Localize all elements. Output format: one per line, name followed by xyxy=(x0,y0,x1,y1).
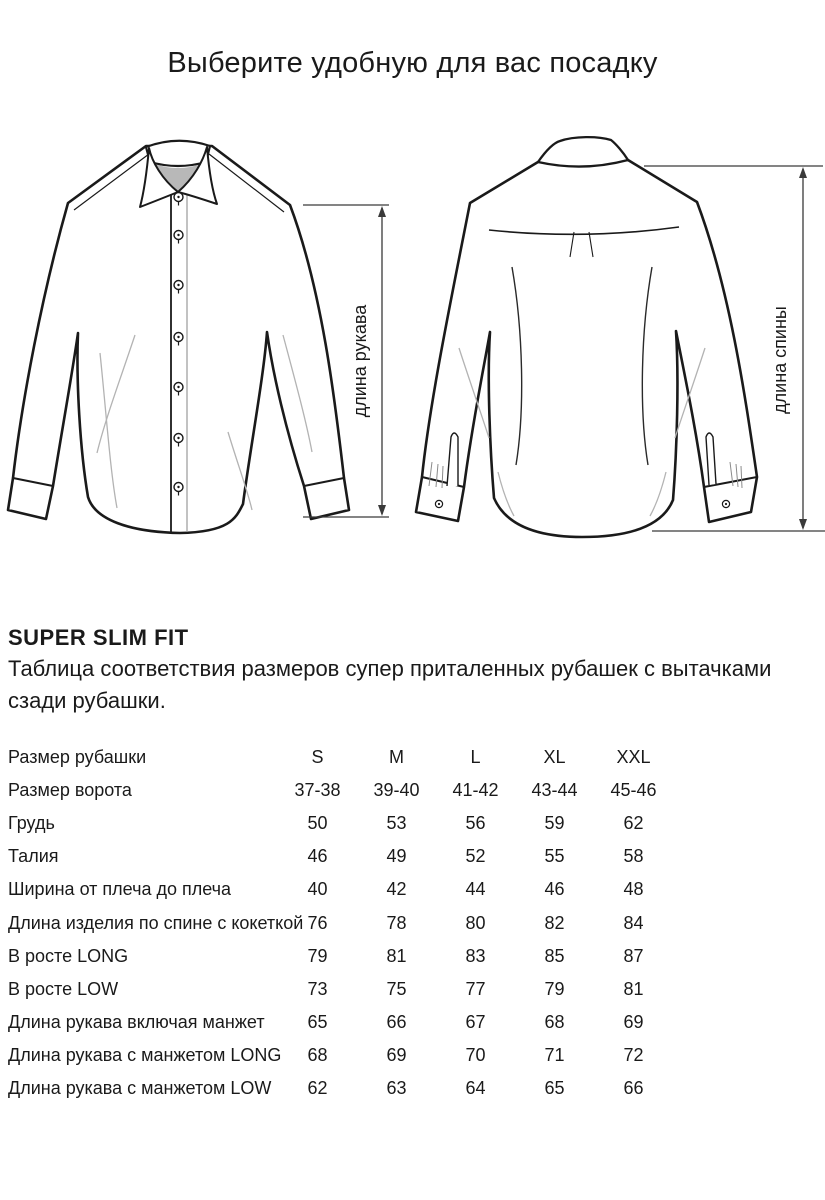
size-value: 62 xyxy=(307,1078,328,1099)
row-label: Размер ворота xyxy=(8,779,132,800)
table-row xyxy=(8,840,708,873)
size-value: M xyxy=(389,746,404,767)
size-value: 72 xyxy=(623,1045,644,1066)
size-value: 79 xyxy=(544,978,565,999)
row-label: Длина рукава включая манжет xyxy=(8,1012,265,1033)
size-value: 68 xyxy=(544,1012,565,1033)
size-value: 53 xyxy=(386,812,407,833)
size-value: 69 xyxy=(623,1012,644,1033)
size-value: 39-40 xyxy=(373,779,420,800)
size-value: 75 xyxy=(386,978,407,999)
size-value: 79 xyxy=(307,945,328,966)
row-label: Размер рубашки xyxy=(8,746,147,767)
size-value: XXL xyxy=(616,746,651,767)
size-value: 42 xyxy=(386,879,407,900)
table-row xyxy=(8,740,708,773)
size-value: 40 xyxy=(307,879,328,900)
row-label: Грудь xyxy=(8,812,55,833)
size-value: L xyxy=(470,746,481,767)
shirt-front-illustration xyxy=(0,120,412,580)
size-value: 70 xyxy=(465,1045,486,1066)
size-value: 80 xyxy=(465,912,486,933)
table-row xyxy=(8,773,708,806)
size-value: 83 xyxy=(465,945,486,966)
table-row xyxy=(8,1039,708,1072)
size-value: XL xyxy=(543,746,566,767)
row-label: Талия xyxy=(8,846,59,867)
size-value: S xyxy=(311,746,324,767)
size-value: 58 xyxy=(623,846,644,867)
size-value: 55 xyxy=(544,846,565,867)
size-value: 87 xyxy=(623,945,644,966)
size-value: 66 xyxy=(623,1078,644,1099)
size-value: 64 xyxy=(465,1078,486,1099)
size-value: 76 xyxy=(307,912,328,933)
fit-description: Таблица соответствия размеров супер приталенных рубашек с вытачками сзади рубашки. xyxy=(8,656,772,713)
size-value: 48 xyxy=(623,879,644,900)
size-value: 81 xyxy=(386,945,407,966)
shirt-front-figure xyxy=(0,120,412,580)
table-row xyxy=(8,939,708,972)
size-value: 65 xyxy=(307,1012,328,1033)
size-value: 81 xyxy=(623,978,644,999)
size-value: 59 xyxy=(544,812,565,833)
size-value: 84 xyxy=(623,912,644,933)
size-value: 46 xyxy=(307,846,328,867)
size-value: 63 xyxy=(386,1078,407,1099)
table-row xyxy=(8,906,708,939)
row-label: В росте LOW xyxy=(8,978,119,999)
row-label: Длина рукава с манжетом LOW xyxy=(8,1078,272,1099)
back-length-label: длина спины xyxy=(770,306,790,414)
table-row xyxy=(8,1072,708,1105)
shirt-back-body xyxy=(416,137,757,537)
size-value: 68 xyxy=(307,1045,328,1066)
size-value: 41-42 xyxy=(452,779,499,800)
size-value: 62 xyxy=(623,812,644,833)
row-label: Ширина от плеча до плеча xyxy=(8,879,232,900)
size-value: 66 xyxy=(386,1012,407,1033)
size-value: 67 xyxy=(465,1012,486,1033)
size-value: 45-46 xyxy=(610,779,657,800)
row-label: Длина рукава с манжетом LONG xyxy=(8,1045,282,1066)
size-value: 77 xyxy=(465,978,486,999)
size-value: 73 xyxy=(307,978,328,999)
table-row xyxy=(8,972,708,1005)
table-row xyxy=(8,1006,708,1039)
shirt-back-illustration xyxy=(412,120,825,580)
back-collar xyxy=(538,137,628,166)
shirt-back-figure xyxy=(412,120,825,580)
table-row xyxy=(8,873,708,906)
size-value: 52 xyxy=(465,846,486,867)
row-label: В росте LONG xyxy=(8,945,129,966)
table-row xyxy=(8,806,708,839)
size-value: 37-38 xyxy=(294,779,341,800)
size-value: 49 xyxy=(386,846,407,867)
size-value: 82 xyxy=(544,912,565,933)
size-value: 85 xyxy=(544,945,565,966)
size-value: 69 xyxy=(386,1045,407,1066)
row-label: Длина изделия по спине с кокеткой xyxy=(8,912,304,933)
size-value: 71 xyxy=(544,1045,565,1066)
page-title: Выберите удобную для вас посадку xyxy=(167,47,658,79)
size-value: 56 xyxy=(465,812,486,833)
sleeve-length-label: длина рукава xyxy=(350,304,370,418)
size-value: 50 xyxy=(307,812,328,833)
size-value: 44 xyxy=(465,879,486,900)
size-value: 43-44 xyxy=(531,779,578,800)
size-value: 46 xyxy=(544,879,565,900)
size-value: 78 xyxy=(386,912,407,933)
size-value: 65 xyxy=(544,1078,565,1099)
size-table xyxy=(8,740,708,1105)
fit-style-heading: SUPER SLIM FIT xyxy=(8,625,189,650)
